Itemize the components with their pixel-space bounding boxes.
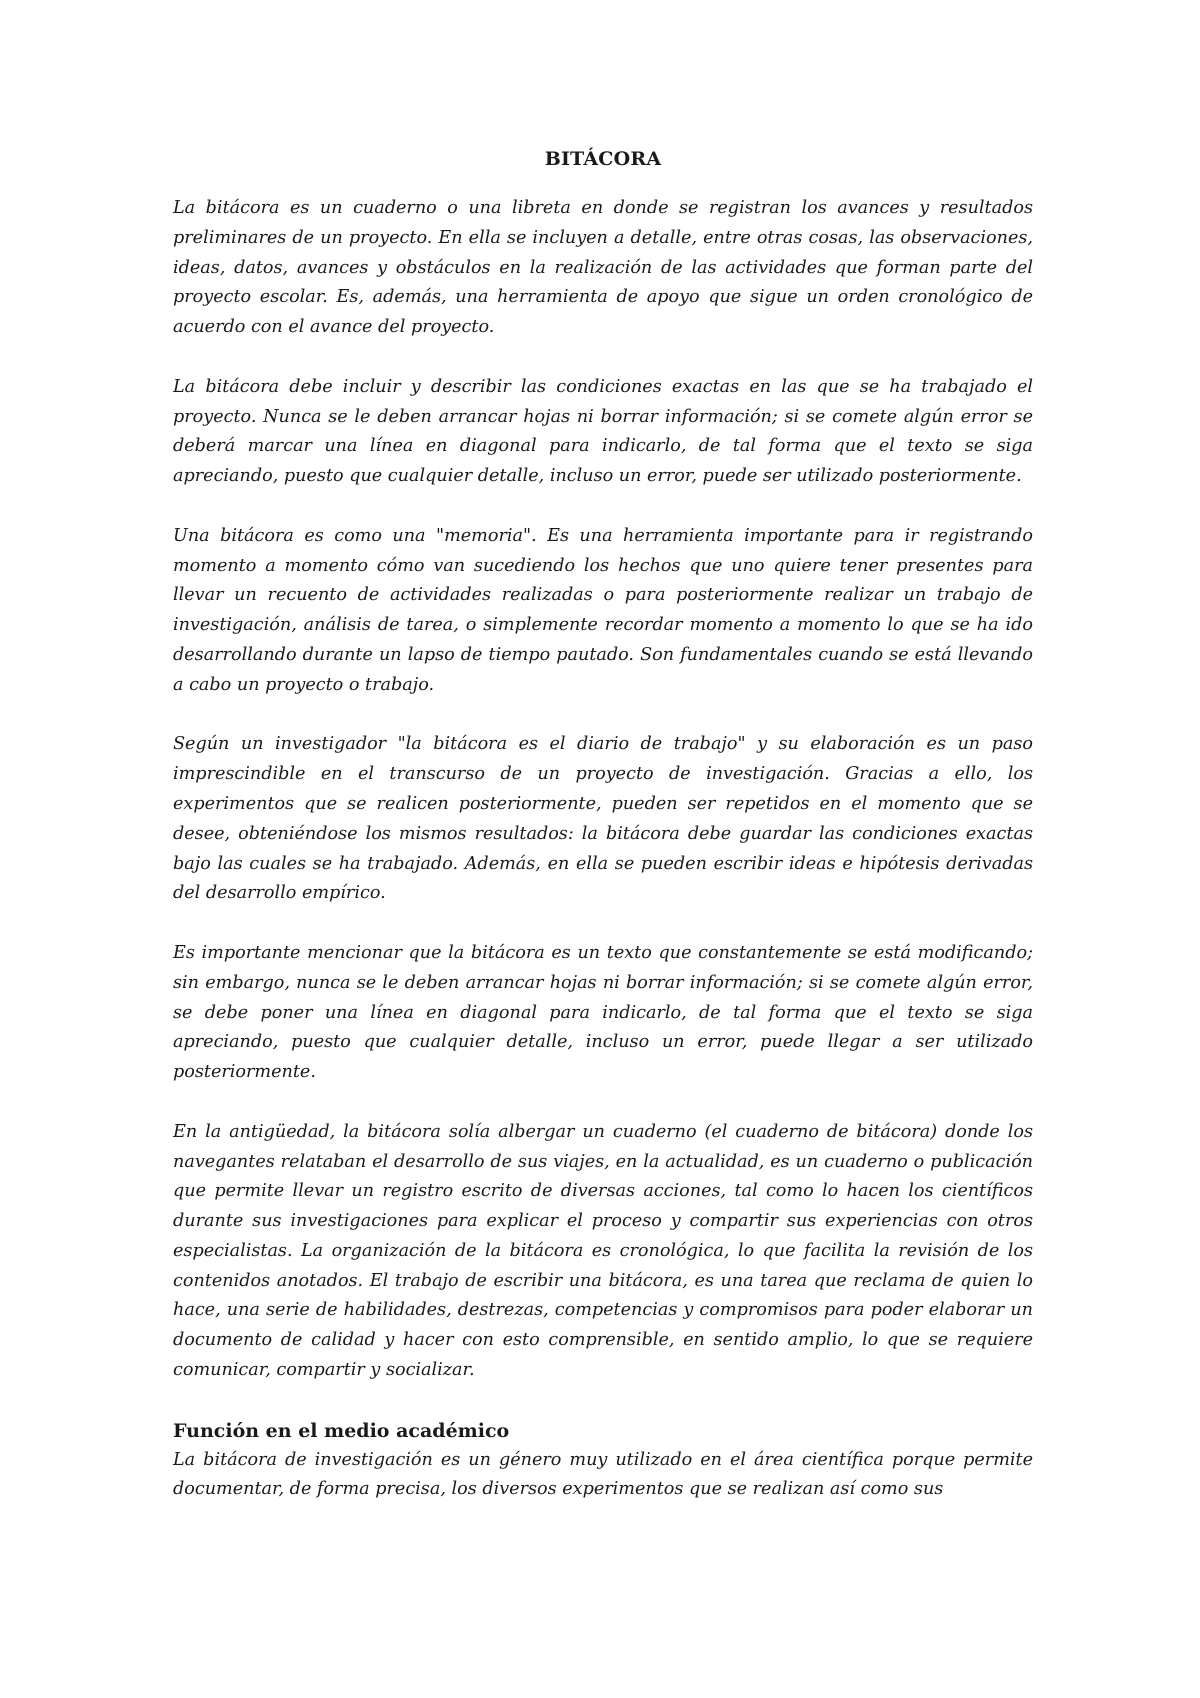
paragraph-conditions: La bitácora debe incluir y describir las condiciones exactas en las que se ha trabajado el proyecto. Nunca se le deben arrancar hojas ni borrar información; si se comete algún error se deberá marcar una línea en diagonal para indicarlo, de tal forma que el texto se siga apreciando, puesto que cualquier detalle, incluso un error, puede ser utilizado posteriormente.: [173, 376, 1033, 487]
page-title: BITÁCORA: [544, 148, 662, 170]
paragraph-history: En la antigüedad, la bitácora solía albergar un cuaderno (el cuaderno de bitácora) donde los navegantes relataban el desarrollo de sus viajes, en la actualidad, es un cuaderno o publicación que permite llevar un registro escrito de diversas acciones, tal como lo hacen los científicos durante sus investigaciones para explicar el proceso y compartir sus experiencias con otros especialistas. La organización de la bitácora es cronológica, lo que facilita la revisión de los contenidos anotados. El trabajo de escribir una bitácora, es una tarea que reclama de quien lo hace, una serie de habilidades, destrezas, competencias y compromisos para poder elaborar un documento de calidad y hacer con esto comprensible, en sentido amplio, lo que se requiere comunicar, compartir y socializar.: [173, 1121, 1033, 1381]
section-heading-academic: Función en el medio académico: [173, 1419, 510, 1442]
paragraph-researcher-quote: Según un investigador "la bitácora es el diario de trabajo" y su elaboración es un paso imprescindible en el transcurso de un proyecto de investigación. Gracias a ello, los experimentos que se realicen posteriormente, pueden ser repetidos en el momento que se desee, obteniéndose los mismos resultados: la bitácora debe guardar las condiciones exactas bajo las cuales se ha trabajado. Además, en ella se pueden escribir ideas e hipótesis derivadas del desarrollo empírico.: [173, 734, 1033, 904]
paragraph-academic-function: La bitácora de investigación es un género muy utilizado en el área científica porque permite documentar, de forma precisa, los diversos experimentos que se realizan así como sus: [173, 1449, 1033, 1500]
paragraph-memory: Una bitácora es como una "memoria". Es una herramienta importante para ir registrando momento a momento cómo van sucediendo los hechos que uno quiere tener presentes para llevar un recuento de actividades realizadas o para posteriormente realizar un trabajo de investigación, análisis de tarea, o simplemente recordar momento a momento lo que se ha ido desarrollando durante un lapso de tiempo pautado. Son fundamentales cuando se está llevando a cabo un proyecto o trabajo.: [173, 525, 1033, 695]
document-body: [173, 144, 1033, 1505]
paragraph-definition: La bitácora es un cuaderno o una libreta en donde se registran los avances y resultados preliminares de un proyecto. En ella se incluyen a detalle, entre otras cosas, las observaciones, ideas, datos, avances y obstáculos en la realización de las actividades que forman parte del proyecto escolar. Es, además, una herramienta de apoyo que sigue un orden cronológico de acuerdo con el avance del proyecto.: [173, 198, 1033, 338]
paragraph-modification: Es importante mencionar que la bitácora es un texto que constantemente se está modificando; sin embargo, nunca se le deben arrancar hojas ni borrar información; si se comete algún error, se debe poner una línea en diagonal para indicarlo, de tal forma que el texto se siga apreciando, puesto que cualquier detalle, incluso un error, puede llegar a ser utilizado posteriormente.: [173, 942, 1033, 1083]
